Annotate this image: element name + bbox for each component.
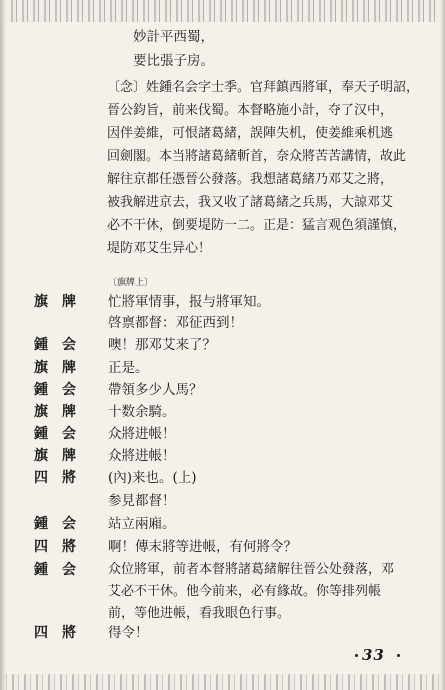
speaker-name: 鍾会 — [34, 382, 90, 398]
speaker-name: 四將 — [34, 539, 90, 555]
monologue-line: 堤防邓艾生异心！ — [107, 241, 212, 256]
speaker-name: 旗牌 — [34, 294, 90, 310]
dialogue-line: 众將进帳！ — [108, 448, 176, 464]
verse-line: 要比張子房。 — [133, 53, 214, 69]
dialogue-line: 正是。 — [108, 360, 149, 376]
speaker-name: 鍾会 — [34, 337, 90, 353]
speaker-name: 旗牌 — [34, 448, 90, 464]
dialogue-line: 众位將軍，前者本督將諸葛緒解往晉公处發落，邓 — [108, 562, 395, 577]
monologue-line: 〔念〕姓鍾名会字士季。官拜鎮西將軍，奉天子明詔， — [107, 80, 420, 95]
monologue-line: 被我解进京去，我又收了諸葛緒之兵馬，大諒邓艾 — [107, 195, 394, 210]
dialogue-line: 参見都督！ — [108, 493, 176, 509]
speaker-name: 四將 — [34, 470, 90, 486]
page-number-dot — [397, 654, 400, 657]
scan-edge-right — [440, 0, 445, 690]
monologue-line: 因伴姜維，可恨諸葛緒，誤陣失机，使姜維乘机逃 — [107, 126, 394, 141]
scan-edge-top — [0, 0, 445, 22]
dialogue-line: 前，等他进帳，看我眼色行事。 — [108, 606, 291, 621]
dialogue-line: (內)来也。(上) — [108, 470, 197, 486]
page-number: 33 — [362, 646, 385, 664]
speaker-name: 鍾会 — [34, 562, 90, 578]
speaker-name: 旗牌 — [34, 404, 90, 420]
dialogue-line: 站立兩廂。 — [108, 516, 176, 532]
monologue-line: 解往京都任憑晉公發落。我想諸葛緒乃邓艾之將， — [107, 172, 394, 187]
dialogue-line: 众將进帳！ — [108, 426, 176, 442]
monologue-line: 回劍閣。本当將諸葛緒斬首，奈众將苦苦講情，故此 — [107, 149, 407, 164]
verse-line: 妙計平西蜀， — [133, 29, 214, 45]
dialogue-line: 噢！那邓艾来了？ — [108, 337, 216, 353]
monologue-line: 必不干休，倒要堤防一二。正是：猛言观色須謹慎， — [107, 218, 407, 233]
scan-edge-left — [0, 0, 6, 690]
dialogue-line: 得令！ — [108, 625, 149, 641]
scan-edge-bottom — [0, 674, 445, 690]
speaker-name: 鍾会 — [34, 426, 90, 442]
dialogue-line: 艾必不干休。他今前来，必有緣故。你等排列帳 — [108, 584, 382, 599]
monologue-line: 晉公鈞旨，前来伐蜀。本督略施小計，夺了汉中， — [107, 103, 394, 118]
dialogue-line: 忙將軍情事，报与將軍知。 — [108, 294, 270, 310]
dialogue-paragraph — [108, 559, 426, 625]
dialogue-line: 啓禀都督：邓征西到！ — [108, 315, 243, 331]
speaker-name: 旗牌 — [34, 360, 90, 376]
page-number-dot — [355, 654, 358, 657]
dialogue-line: 帶領多少人馬？ — [108, 382, 203, 398]
stage-direction: 〔旗牌上〕 — [108, 278, 154, 288]
dialogue-line: 啊！傳末將等进帳，有何將令？ — [108, 539, 297, 555]
monologue — [107, 76, 423, 260]
dialogue-line: 十数余騎。 — [108, 404, 176, 420]
speaker-name: 鍾会 — [34, 516, 90, 532]
speaker-name: 四將 — [34, 625, 90, 641]
